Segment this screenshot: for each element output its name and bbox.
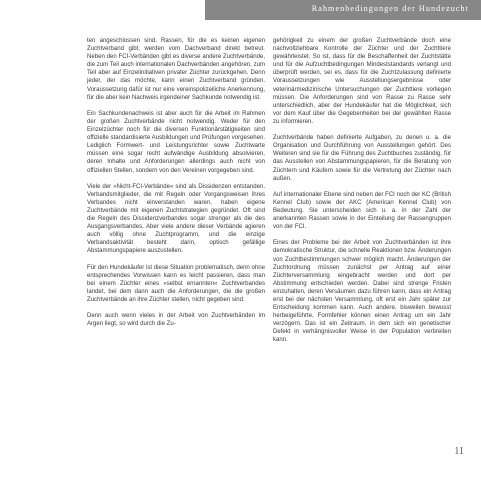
right-text-column <box>273 37 451 353</box>
paragraph: Zuchtverbände haben definierte Aufgaben, zu denen u. a. die Organisation und Durchführung von Ausstellungen gehört. Des Weiteren sind sie für die Führung des Zuchtbuches zuständig, für das Ausstellen von Abstammungspapieren, für die Beratung von Züchtern und Käufern sowie für die Vertretung der Züchter nach außen. <box>273 135 451 182</box>
paragraph: Auf internationaler Ebene sind neben der FCI noch der KC (British Kennel Club) sowie der AKC (American Kennel Club) von Bedeutung. Sie unterscheiden sich u. a. in der Zahl der anerkannten Rassen sowie in der Einteilung der Rassengruppen von der FCI. <box>273 191 451 231</box>
paragraph: Ein Sachkundenachweis ist aber auch für die Arbeit im Rahmen der großen Zuchtverbände nicht notwendig. Weder für den Einzelzüchter noch für die diversen Funktionärstätigkeiten sind offizielle standardisierte Ausbildungen und Prüfungen vorgesehen. Lediglich Formwert- und Leistungsrichter sowie Zuchtwarte müssen eine sogar recht aufwändige Ausbildung absolvieren, deren Inhalte und Anforderungen allerdings auch nicht von offiziellen Stellen, sondern von den Vereinen vorgegeben sind. <box>87 110 265 174</box>
running-header-title: Rahmenbedingungen der Hundezucht <box>311 4 469 13</box>
paragraph: Denn auch wenn vieles in der Arbeit von Zuchtverbänden im Argen liegt, so wird durch die Zu- <box>87 313 265 328</box>
running-header <box>205 0 481 20</box>
left-text-column <box>87 37 265 336</box>
page-number: 11 <box>454 446 464 457</box>
paragraph: gehörigkeit zu einem der großen Zuchtverbände doch eine nachvollziehbare Kontrolle der Züchter und der Zuchttiere gewährleistet. So ist, dass für die Beschaffenheit der Zuchtstätte und für die Aufzuchtbedingungen Mindeststandards verlangt und überprüft werden, sei es, dass für die Zuchtzulassung definierte Voraussetzungen wie Ausstellungsergebnisse oder veterinärmedizinische Untersuchungen der Zuchttiere vorliegen müssen. Die Anforderungen sind von Rasse zu Rasse sehr unterschiedlich, aber der Hundekäufer hat die Möglichkeit, sich vor dem Kauf über die Gegebenheiten bei der gewählten Rasse zu informieren. <box>273 38 451 125</box>
paragraph: Für den Hundekäufer ist diese Situation problematisch, denn ohne entsprechendes Vorwissen kann es leicht passieren, dass man bei einem Züchter eines »selbst ernannten« Zuchtverbandes landet, bei dem dann auch die Anforderungen, die die großen Zuchtverbände an ihre Züchter stellen, nicht gegeben sind. <box>87 264 265 303</box>
paragraph: ten angeschlossen sind. Rassen, für die es keinen eigenen Zuchtverband gibt, werden vom Dachverband direkt betreut. Neben den FCI-Verbänden gibt es diverse andere Zuchtverbände, die zum Teil auch internationalen Dachverbänden angehören, zum Teil aber auf Einzelinitiativen privater Züchter zurückgehen. Denn jeder, der das möchte, kann einen Zuchtverband gründen. Voraussetzung dafür ist nur eine vereinspolizeiliche Anerkennung, für die aber kein Nachweis irgendeiner Sachkunde notwendig ist. <box>87 38 265 101</box>
paragraph: Viele der »Nicht-FCI-Verbände« sind als Dissidenzen entstanden. Verbandsmitglieder, die mit Regeln oder Vorgangsweisen ihres Verbandes nicht einverstanden waren, haben eigene Zuchtverbände mit eigenen Zuchtstrategien gegründet. Oft sind die Regeln des Dissidenzverbandes sogar strenger als die des Ausgangsverbandes. Aber viele andere dieser Verbände agieren auch völlig ohne Zuchtprogramm, und die einzige Verbandsaktivität besteht darin, optisch gefällige Abstammungspapiere auszustellen. <box>87 183 265 255</box>
paragraph: Eines der Probleme bei der Arbeit von Zuchtverbänden ist ihre demokratische Struktur, die schnelle Reaktionen bzw. Änderungen von Zuchtbestimmungen schwer möglich macht. Änderungen der Zuchtordnung müssen zunächst per Antrag auf einer Züchterversammlung eingebracht werden und dort per Abstimmung entschieden werden. Dabei sind strenge Fristen einzuhalten, deren Versäumen dazu führen kann, dass ein Antrag erst bei der nächsten Versammlung, oft erst ein Jahr später zur Entscheidung kommen kann. Auch andere, bisweilen bewusst herbeigeführte, Formfehler können einen Antrag um ein Jahr verzögern. Das ist ein Zeitraum, in dem sich ein genetischer Defekt in verhängnisvoller Weise in der Population verbreiten kann. <box>273 240 451 344</box>
